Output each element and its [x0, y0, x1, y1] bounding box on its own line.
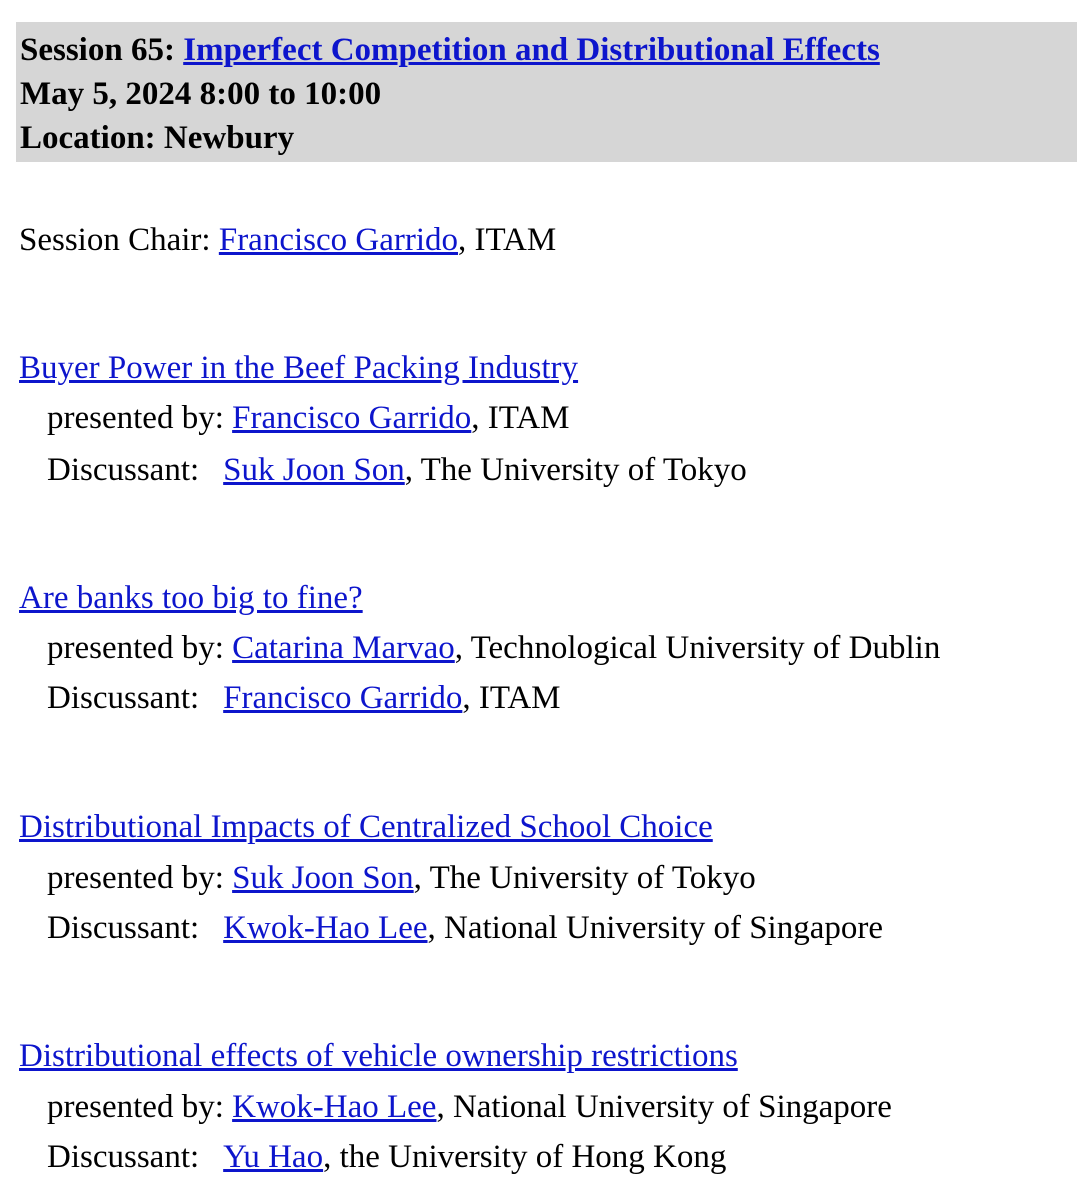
paper-presenter: [47, 858, 756, 898]
discussant-affiliation: , National University of Singapore: [427, 910, 884, 946]
presenter-affiliation: , The University of Tokyo: [413, 860, 756, 896]
paper-title-link[interactable]: Buyer Power in the Beef Packing Industry: [19, 350, 579, 386]
paper-discussant: [47, 1137, 726, 1177]
discussant-link[interactable]: Yu Hao: [223, 1139, 324, 1175]
presenter-link[interactable]: Suk Joon Son: [232, 860, 414, 896]
discussant-link[interactable]: Kwok-Hao Lee: [223, 910, 428, 946]
presenter-link[interactable]: Catarina Marvao: [232, 630, 455, 666]
paper-presenter: [47, 628, 940, 668]
discussant-label: Discussant:: [47, 1139, 200, 1175]
paper-presenter: [47, 398, 569, 438]
paper-discussant: [47, 908, 883, 948]
session-header: [16, 22, 1077, 162]
presented-by-label: presented by:: [47, 630, 233, 666]
session-chair: [19, 220, 556, 260]
presenter-link[interactable]: Francisco Garrido: [232, 400, 472, 436]
chair-name-link[interactable]: Francisco Garrido: [218, 222, 459, 258]
presented-by-label: presented by:: [47, 860, 233, 896]
paper-presenter: [47, 1087, 892, 1127]
chair-label: Session Chair:: [19, 222, 219, 258]
paper-title-link[interactable]: Distributional Impacts of Centralized School Choice: [19, 809, 713, 845]
discussant-link[interactable]: Francisco Garrido: [223, 680, 463, 716]
paper-title-link[interactable]: Distributional effects of vehicle ownership restrictions: [19, 1038, 738, 1074]
paper-title: [19, 807, 713, 847]
presenter-affiliation: , ITAM: [471, 400, 570, 436]
discussant-affiliation: , the University of Hong Kong: [323, 1139, 727, 1175]
discussant-label: Discussant:: [47, 452, 200, 488]
discussant-label: Discussant:: [47, 910, 200, 946]
discussant-affiliation: , The University of Tokyo: [404, 452, 747, 488]
discussant-affiliation: , ITAM: [462, 680, 561, 716]
presented-by-label: presented by:: [47, 400, 233, 436]
discussant-label: Discussant:: [47, 680, 200, 716]
session-title-line: [20, 30, 880, 70]
paper-discussant: [47, 678, 561, 718]
paper-discussant: [47, 450, 747, 490]
discussant-link[interactable]: Suk Joon Son: [223, 452, 405, 488]
presenter-affiliation: , Technological University of Dublin: [454, 630, 941, 666]
presenter-link[interactable]: Kwok-Hao Lee: [232, 1089, 437, 1125]
presented-by-label: presented by:: [47, 1089, 233, 1125]
session-title-link[interactable]: Imperfect Competition and Distributional Effects: [183, 32, 880, 68]
session-label: Session 65:: [20, 32, 184, 68]
paper-title: [19, 348, 578, 388]
session-date: May 5, 2024 8:00 to 10:00: [20, 76, 382, 112]
chair-affiliation: , ITAM: [458, 222, 557, 258]
paper-title: [19, 1036, 738, 1076]
paper-title: [19, 578, 363, 618]
session-location: Location: Newbury: [20, 120, 295, 156]
presenter-affiliation: , National University of Singapore: [436, 1089, 892, 1125]
paper-title-link[interactable]: Are banks too big to fine?: [19, 580, 363, 616]
